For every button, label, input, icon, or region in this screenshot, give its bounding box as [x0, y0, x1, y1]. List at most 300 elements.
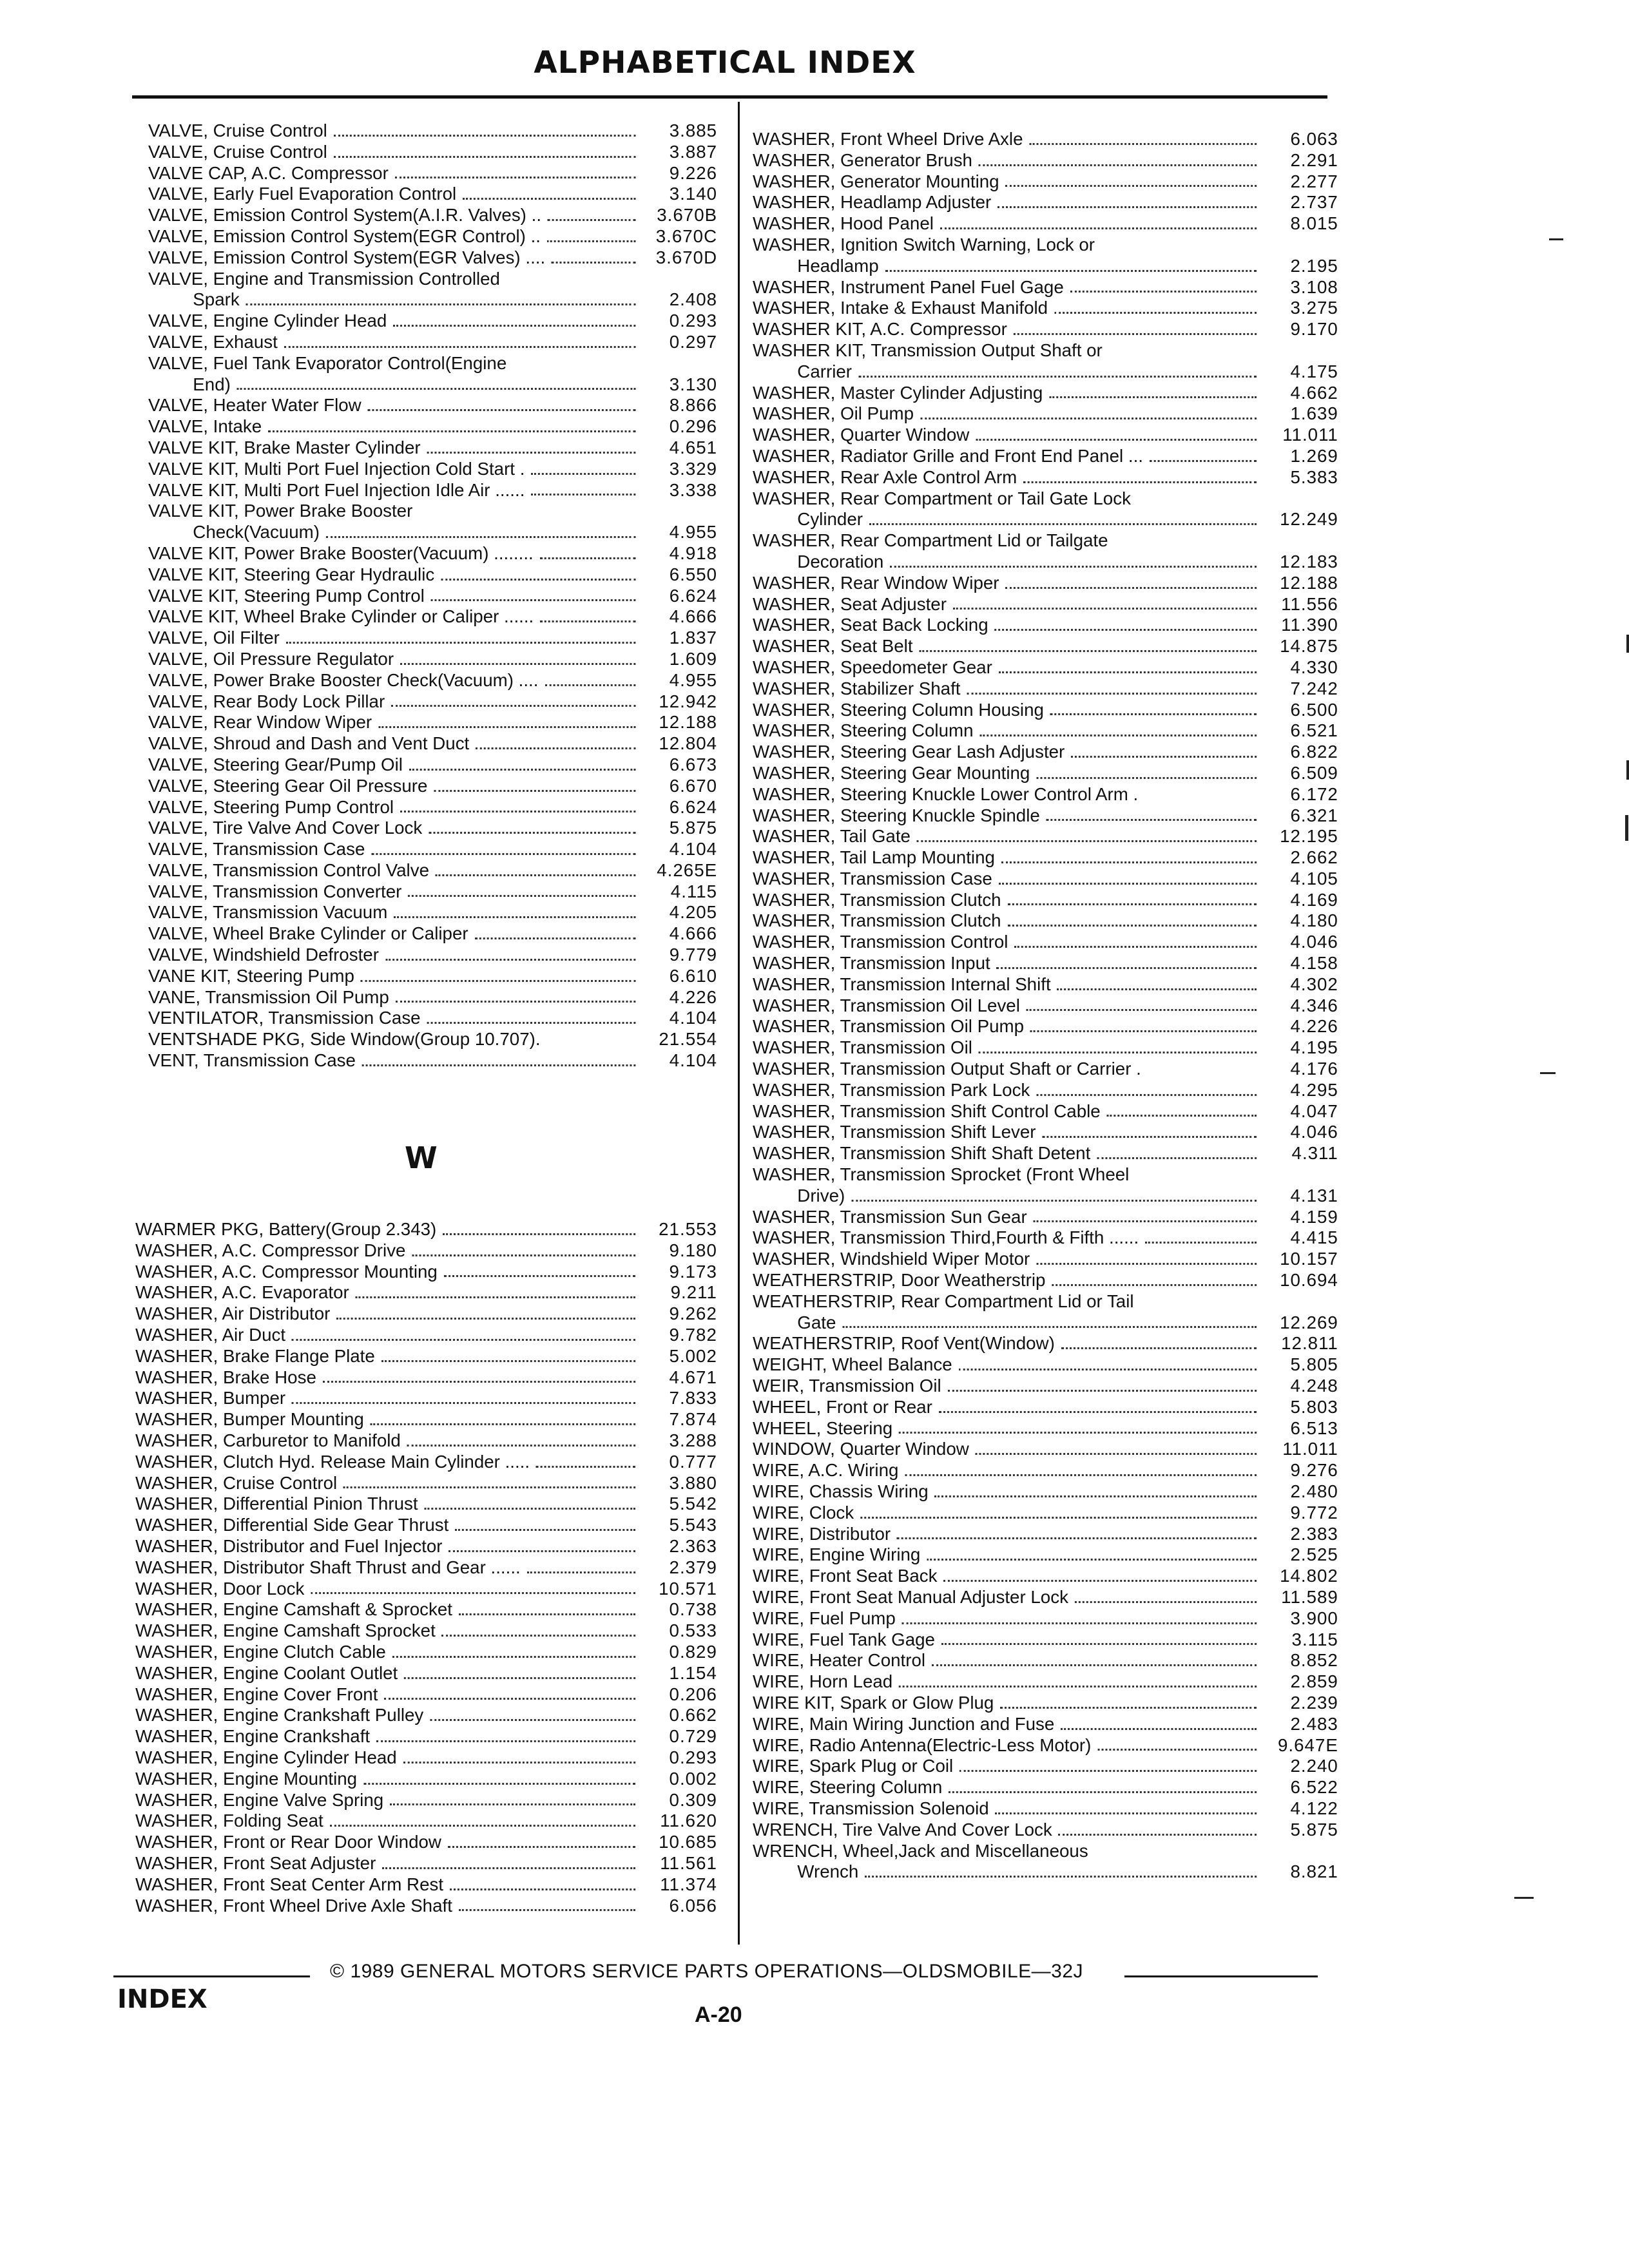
- leader-dots: [368, 409, 636, 411]
- index-entry: [148, 797, 717, 818]
- index-entry-label: WASHER, Transmission Shift Lever: [753, 1122, 1036, 1142]
- index-entry-label: WASHER, Engine Cylinder Head: [135, 1747, 397, 1767]
- leader-dots: [392, 1656, 635, 1658]
- leader-dots: [860, 1517, 1257, 1519]
- leader-dots: [940, 227, 1257, 229]
- index-entry: [753, 403, 1338, 425]
- leader-dots: [381, 1360, 635, 1362]
- index-entry: [135, 1409, 717, 1430]
- leader-dots: [1150, 460, 1257, 462]
- leader-dots: [431, 599, 636, 601]
- leader-dots: [842, 1326, 1257, 1328]
- leader-dots: [463, 198, 635, 200]
- index-entry-value: 2.525: [1290, 1544, 1338, 1565]
- leader-dots: [869, 523, 1257, 525]
- index-entry-label: WASHER, Front or Rear Door Window: [135, 1832, 441, 1852]
- index-entry-label: WASHER, Distributor Shaft Thrust and Gear ......: [135, 1557, 521, 1577]
- leader-dots: [292, 1402, 635, 1404]
- index-entry: [753, 1164, 1338, 1207]
- leader-dots: [311, 1592, 635, 1594]
- index-entry: [753, 129, 1338, 150]
- leader-dots: [407, 1445, 635, 1446]
- index-entry-label: VALVE, Engine and Transmission Controlled: [148, 268, 500, 289]
- leader-dots: [1027, 1009, 1257, 1011]
- section-letter: W: [405, 1140, 438, 1175]
- index-entry: [753, 678, 1338, 700]
- index-entry-value: 6.500: [1290, 699, 1338, 720]
- leader-dots: [552, 262, 635, 264]
- leader-dots: [427, 1022, 636, 1024]
- index-entry: [753, 594, 1338, 615]
- leader-dots: [865, 1876, 1257, 1878]
- index-entry-value: 3.670B: [657, 205, 718, 226]
- index-entry-label: WEATHERSTRIP, Roof Vent(Window): [753, 1333, 1055, 1354]
- index-entry: [135, 1620, 717, 1642]
- index-entry: [753, 1037, 1338, 1059]
- index-entry: [753, 700, 1338, 721]
- index-entry-value: 9.211: [670, 1282, 717, 1303]
- index-entry-value: 0.293: [669, 1747, 717, 1767]
- index-entry-label: VALVE, Shroud and Dash and Vent Duct: [148, 733, 470, 754]
- margin-mark: [1625, 815, 1628, 841]
- index-entry-label: WASHER, Bumper Mounting: [135, 1409, 364, 1430]
- index-entry-value: 21.553: [659, 1219, 717, 1239]
- index-entry-label: WASHER, Hood Panel: [753, 213, 934, 234]
- index-entry-label-continued: Carrier: [797, 361, 853, 381]
- leader-dots: [450, 1888, 635, 1890]
- leader-dots: [1005, 587, 1257, 589]
- index-entry: [135, 1325, 717, 1346]
- index-entry: [753, 1777, 1338, 1798]
- leader-dots: [434, 790, 635, 792]
- leader-dots: [1046, 819, 1257, 821]
- index-entry-label: WIRE, Distributor: [753, 1523, 891, 1544]
- index-entry: [148, 881, 717, 903]
- index-entry: [135, 1536, 717, 1557]
- index-entry: [753, 869, 1338, 890]
- index-entry-value: 4.918: [669, 543, 718, 563]
- index-entry-label: VALVE KIT, Brake Master Cylinder: [148, 437, 421, 457]
- index-entry-value: 12.804: [659, 733, 718, 754]
- leader-dots: [343, 1486, 635, 1488]
- leader-dots: [1145, 1242, 1257, 1244]
- index-entry-value: 10.694: [1280, 1270, 1338, 1291]
- leader-dots: [897, 1537, 1257, 1539]
- index-entry: [148, 628, 717, 649]
- index-entry-label: WASHER, Engine Mounting: [135, 1768, 358, 1789]
- index-entry: [148, 586, 717, 607]
- index-entry-label: WASHER, Seat Back Locking: [753, 615, 988, 635]
- index-entry-value: 3.288: [669, 1430, 717, 1450]
- index-entry-value: 11.556: [1281, 593, 1338, 614]
- leader-dots: [527, 1571, 636, 1573]
- index-entry-label: VALVE, Tire Valve And Cover Lock: [148, 818, 423, 838]
- index-entry: [753, 657, 1338, 678]
- index-entry-continuation: [193, 522, 717, 543]
- leader-dots: [998, 206, 1257, 208]
- index-entry-label: WIRE, Fuel Tank Gage: [753, 1629, 935, 1649]
- index-entry-value: 6.673: [669, 754, 718, 774]
- index-entry: [135, 1430, 717, 1452]
- index-entry-label: WIRE, Steering Column: [753, 1777, 943, 1798]
- index-entry-value: 4.295: [1290, 1079, 1338, 1100]
- index-entry-label: WASHER, Transmission Third,Fourth & Fifth ......: [753, 1227, 1139, 1248]
- leader-dots: [997, 967, 1257, 969]
- index-entry-value: 4.346: [1290, 995, 1338, 1015]
- leader-dots: [920, 418, 1257, 419]
- index-entry-label: VALVE KIT, Power Brake Booster(Vacuum) ........: [148, 543, 534, 563]
- index-entry: [135, 1219, 717, 1240]
- index-entry-label: WASHER, Generator Brush: [753, 149, 972, 170]
- index-entry: [148, 923, 717, 945]
- leader-dots: [1036, 1263, 1257, 1265]
- index-entry-label: VALVE, Fuel Tank Evaporator Control(Engine: [148, 352, 507, 373]
- index-entry-label: VALVE, Engine Cylinder Head: [148, 311, 387, 331]
- index-entry-label: VALVE, Wheel Brake Cylinder or Caliper: [148, 923, 468, 944]
- index-entry: [753, 425, 1338, 446]
- index-entry-label: WASHER, Transmission Input: [753, 953, 990, 974]
- index-entry: [753, 805, 1338, 827]
- index-entry-value: 3.140: [669, 184, 718, 204]
- leader-dots: [442, 1635, 635, 1637]
- left-column-top: [148, 120, 723, 1072]
- leader-dots: [536, 1466, 635, 1468]
- leader-dots: [443, 1233, 635, 1235]
- index-entry: [753, 1650, 1338, 1671]
- index-entry: [148, 184, 717, 205]
- index-entry-label: WASHER, Radiator Grille and Front End Panel ...: [753, 445, 1143, 466]
- index-entry: [135, 1282, 717, 1303]
- index-entry: [753, 1397, 1338, 1418]
- index-entry-value: 3.900: [1290, 1608, 1338, 1628]
- index-entry-label: WASHER, Air Distributor: [135, 1303, 331, 1324]
- leader-dots: [948, 1390, 1257, 1392]
- index-entry-value: 4.115: [670, 881, 718, 901]
- index-entry: [135, 1811, 717, 1832]
- index-entry-value: 0.206: [669, 1684, 717, 1704]
- index-entry-label: WASHER, Transmission Sun Gear: [753, 1206, 1027, 1227]
- index-entry-label: WIRE, Clock: [753, 1502, 854, 1523]
- index-entry: [135, 1367, 717, 1389]
- leader-dots: [905, 1474, 1257, 1476]
- index-entry: [148, 564, 717, 586]
- index-entry-label-continued: Headlamp: [797, 255, 879, 276]
- index-entry-value: 11.620: [660, 1811, 717, 1831]
- leader-dots: [441, 579, 635, 581]
- index-entry: [135, 1346, 717, 1367]
- leader-dots: [385, 959, 636, 961]
- leader-dots: [237, 388, 636, 390]
- index-entry: [135, 1599, 717, 1620]
- index-entry: [753, 467, 1338, 488]
- leader-dots: [890, 566, 1257, 568]
- index-entry-value: 4.666: [669, 606, 718, 627]
- index-entry-value: 5.875: [1290, 1819, 1338, 1840]
- index-entry: [753, 953, 1338, 974]
- index-entry: [753, 974, 1338, 995]
- leader-dots: [540, 620, 635, 622]
- footer-copyright: © 1989 GENERAL MOTORS SERVICE PARTS OPERATIONS—OLDSMOBILE—32J: [330, 1961, 1084, 1982]
- index-entry-label: WASHER, Door Lock: [135, 1578, 305, 1599]
- index-entry: [753, 573, 1338, 594]
- index-entry-value: 12.811: [1281, 1333, 1338, 1354]
- index-entry-value: 3.108: [1290, 276, 1338, 297]
- leader-dots: [1107, 1115, 1257, 1117]
- index-entry: [148, 606, 717, 628]
- leader-dots: [953, 608, 1257, 610]
- index-entry: [148, 902, 717, 923]
- index-entry-continuation: [797, 361, 1338, 383]
- index-entry: [148, 754, 717, 776]
- index-entry-label: VALVE, Heater Water Flow: [148, 395, 361, 416]
- index-entry: [148, 839, 717, 860]
- index-entry-label: VALVE, Oil Filter: [148, 628, 280, 648]
- leader-dots: [384, 1698, 635, 1700]
- index-entry-value: 2.379: [669, 1557, 717, 1577]
- leader-dots: [902, 1622, 1257, 1624]
- leader-dots: [409, 769, 636, 771]
- leader-dots: [1097, 1157, 1257, 1159]
- index-entry-label: WASHER, A.C. Evaporator: [135, 1282, 349, 1303]
- leader-dots: [1036, 777, 1257, 779]
- index-entry: [148, 332, 717, 353]
- index-entry-value: 9.226: [669, 162, 718, 183]
- index-entry-label-continued: Cylinder: [797, 509, 863, 530]
- leader-dots: [976, 439, 1257, 441]
- index-entry-value: 4.265E: [657, 860, 718, 880]
- index-entry-continuation: [797, 1861, 1338, 1883]
- index-entry-value: 6.521: [1290, 720, 1338, 741]
- index-entry: [148, 142, 717, 163]
- index-entry: [753, 1841, 1338, 1883]
- index-entry: [148, 712, 717, 733]
- index-entry-label: WASHER, Transmission Oil Pump: [753, 1016, 1025, 1037]
- index-entry-label: WASHER, A.C. Compressor Mounting: [135, 1261, 438, 1282]
- leader-dots: [1050, 713, 1257, 715]
- index-entry-label: VALVE KIT, Power Brake Booster: [148, 501, 413, 521]
- index-entry: [753, 1756, 1338, 1777]
- index-entry-value: 11.374: [660, 1874, 717, 1894]
- index-entry-value: 4.180: [1290, 910, 1338, 931]
- leader-dots: [1005, 185, 1257, 187]
- index-entry-value: 6.624: [669, 585, 718, 606]
- index-entry: [753, 1016, 1338, 1037]
- index-entry-label: VALVE, Rear Window Wiper: [148, 712, 372, 733]
- index-entry: [148, 1008, 717, 1029]
- index-entry: [135, 1240, 717, 1262]
- index-entry-continuation: [797, 1312, 1338, 1334]
- leader-dots: [1052, 1284, 1257, 1286]
- index-entry-value: 12.183: [1280, 551, 1338, 572]
- leader-dots: [932, 1664, 1257, 1666]
- index-entry-label: WASHER, Ignition Switch Warning, Lock or: [753, 234, 1095, 255]
- index-entry-value: 6.550: [669, 564, 718, 584]
- index-entry-label: WINDOW, Quarter Window: [753, 1439, 969, 1459]
- index-entry-label: VALVE, Power Brake Booster Check(Vacuum) ....: [148, 669, 539, 690]
- index-entry-label: VALVE, Oil Pressure Regulator: [148, 648, 394, 669]
- leader-dots: [396, 1001, 636, 1003]
- index-entry: [148, 480, 717, 501]
- leader-dots: [476, 747, 635, 749]
- index-entry: [753, 720, 1338, 742]
- index-entry-label: VALVE, Transmission Control Valve: [148, 860, 430, 880]
- leader-dots: [430, 1719, 635, 1721]
- index-entry-label: WHEEL, Front or Rear: [753, 1396, 932, 1417]
- index-entry-value: 8.015: [1290, 213, 1338, 234]
- index-entry-label: WASHER, Clutch Hyd. Release Main Cylinder .....: [135, 1451, 530, 1472]
- index-entry-value: 4.159: [1290, 1206, 1338, 1227]
- index-entry-value: 4.104: [669, 1050, 718, 1071]
- leader-dots: [1049, 396, 1257, 398]
- index-entry-value: 2.239: [1290, 1692, 1338, 1713]
- index-entry-value: 14.802: [1280, 1566, 1338, 1586]
- index-entry-label-continued: Drive): [797, 1185, 845, 1206]
- index-entry-label: VALVE, Emission Control System(EGR Control) ..: [148, 226, 541, 246]
- index-entry-value: 6.063: [1290, 129, 1338, 149]
- index-entry: [135, 1515, 717, 1536]
- index-entry: [148, 860, 717, 881]
- index-entry: [148, 269, 717, 311]
- column-divider: [738, 102, 740, 1945]
- index-entry: [135, 1663, 717, 1684]
- index-entry-label: VALVE, Emission Control System(A.I.R. Valves) ..: [148, 205, 542, 226]
- index-entry-label: VALVE KIT, Steering Pump Control: [148, 585, 425, 606]
- index-entry-value: 2.195: [1290, 255, 1338, 276]
- leader-dots: [459, 1909, 635, 1911]
- index-entry-label: WASHER, Brake Hose: [135, 1367, 316, 1387]
- leader-dots: [939, 1411, 1257, 1413]
- index-entry: [135, 1874, 717, 1896]
- leader-dots: [427, 452, 636, 454]
- index-entry-label: WHEEL, Steering: [753, 1418, 893, 1438]
- index-entry-value: 4.047: [1290, 1100, 1338, 1121]
- index-entry-label: WASHER, Rear Compartment or Tail Gate Lock: [753, 488, 1131, 508]
- index-entry-label-continued: End): [193, 374, 231, 394]
- index-entry-value: 4.955: [669, 669, 718, 690]
- index-entry-value: 0.296: [669, 416, 718, 437]
- index-entry-label: WASHER, Rear Window Wiper: [753, 572, 999, 593]
- index-entry-label: WASHER, Front Wheel Drive Axle Shaft: [135, 1895, 452, 1916]
- index-entry: [135, 1642, 717, 1663]
- index-entry: [753, 847, 1338, 869]
- index-entry-value: 6.624: [669, 796, 718, 817]
- index-entry-value: 12.269: [1280, 1312, 1338, 1332]
- index-entry-label: WASHER, Steering Gear Lash Adjuster: [753, 742, 1065, 762]
- index-entry-value: 5.543: [669, 1515, 717, 1535]
- index-entry-value: 9.170: [1290, 319, 1338, 340]
- index-entry: [148, 311, 717, 332]
- leader-dots: [545, 684, 635, 686]
- index-entry: [148, 945, 717, 966]
- leader-dots: [404, 1677, 635, 1679]
- index-entry-label: VANE, Transmission Oil Pump: [148, 986, 389, 1007]
- index-entry-value: 4.302: [1290, 974, 1338, 994]
- index-entry-label: WASHER, Master Cylinder Adjusting: [753, 382, 1043, 403]
- index-entry: [135, 1262, 717, 1283]
- index-entry: [753, 784, 1338, 805]
- index-entry-label: WASHER, Differential Side Gear Thrust: [135, 1515, 449, 1535]
- index-entry-label-continued: Check(Vacuum): [193, 522, 320, 543]
- index-entry: [753, 340, 1338, 383]
- index-entry: [753, 277, 1338, 298]
- index-entry-value: 4.158: [1290, 953, 1338, 974]
- index-entry: [753, 890, 1338, 911]
- index-entry: [753, 1333, 1338, 1354]
- index-entry: [753, 1629, 1338, 1651]
- leader-dots: [979, 1052, 1257, 1053]
- index-entry: [753, 742, 1338, 763]
- index-entry-label: WASHER, A.C. Compressor Drive: [135, 1240, 406, 1260]
- index-entry-label: WIRE, Transmission Solenoid: [753, 1798, 989, 1818]
- index-entry: [753, 1820, 1338, 1841]
- index-entry-value: 3.880: [669, 1472, 717, 1493]
- index-entry-value: 4.205: [669, 902, 718, 923]
- leader-dots: [540, 557, 636, 559]
- leader-dots: [323, 1381, 635, 1383]
- leader-dots: [400, 663, 635, 665]
- index-entry-value: 6.610: [669, 965, 718, 986]
- index-entry-label: WASHER, Oil Pump: [753, 403, 914, 424]
- index-entry-label: WIRE, Heater Control: [753, 1650, 926, 1671]
- index-entry: [135, 1388, 717, 1409]
- index-entry: [753, 530, 1338, 573]
- index-entry-label: WEATHERSTRIP, Door Weatherstrip: [753, 1270, 1046, 1291]
- index-entry: [148, 966, 717, 987]
- leader-dots: [361, 980, 636, 982]
- index-entry: [753, 1693, 1338, 1714]
- index-entry-value: 3.670D: [655, 247, 718, 267]
- index-entry: [148, 987, 717, 1008]
- index-entry-label: WARMER PKG, Battery(Group 2.343): [135, 1219, 437, 1239]
- leader-dots: [1008, 925, 1257, 927]
- index-entry-label: VALVE KIT, Steering Gear Hydraulic: [148, 564, 435, 584]
- leader-dots: [999, 883, 1257, 885]
- index-entry-value: 0.662: [669, 1705, 717, 1725]
- leader-dots: [851, 1200, 1257, 1202]
- leader-dots: [976, 1453, 1257, 1455]
- leader-dots: [330, 1825, 636, 1827]
- index-entry-continuation: [193, 374, 717, 396]
- index-entry: [753, 1122, 1338, 1143]
- index-entry: [753, 1587, 1338, 1608]
- leader-dots: [371, 1423, 635, 1425]
- index-entry-value: 4.046: [1290, 1122, 1338, 1142]
- index-entry-label: WASHER, Transmission Shift Shaft Detent: [753, 1143, 1091, 1164]
- leader-dots: [408, 895, 635, 897]
- index-entry: [753, 1481, 1338, 1503]
- index-entry-label: VALVE, Early Fuel Evaporation Control: [148, 184, 457, 204]
- index-entry-label: WASHER, Steering Gear Mounting: [753, 762, 1030, 783]
- index-entry-value: 4.105: [1290, 868, 1338, 889]
- page-title: ALPHABETICAL INDEX: [534, 45, 916, 81]
- leader-dots: [917, 840, 1257, 842]
- index-entry-value: 4.651: [669, 437, 718, 457]
- index-entry-continuation: [797, 256, 1338, 277]
- index-entry-label: WASHER, Transmission Sprocket (Front Wheel: [753, 1164, 1130, 1185]
- index-entry-label-continued: Gate: [797, 1312, 836, 1332]
- index-entry: [753, 1227, 1338, 1249]
- index-entry-value: 6.522: [1290, 1777, 1338, 1798]
- index-entry: [135, 1557, 717, 1579]
- index-entry-label: WASHER, Distributor and Fuel Injector: [135, 1535, 443, 1556]
- index-entry-label: VALVE, Exhaust: [148, 331, 278, 352]
- index-entry: [148, 395, 717, 416]
- leader-dots: [444, 1275, 635, 1277]
- index-entry-label: WEATHERSTRIP, Rear Compartment Lid or Tail: [753, 1291, 1134, 1311]
- leader-dots: [1042, 1136, 1257, 1138]
- leader-dots: [334, 156, 636, 158]
- index-entry-value: 7.242: [1290, 678, 1338, 698]
